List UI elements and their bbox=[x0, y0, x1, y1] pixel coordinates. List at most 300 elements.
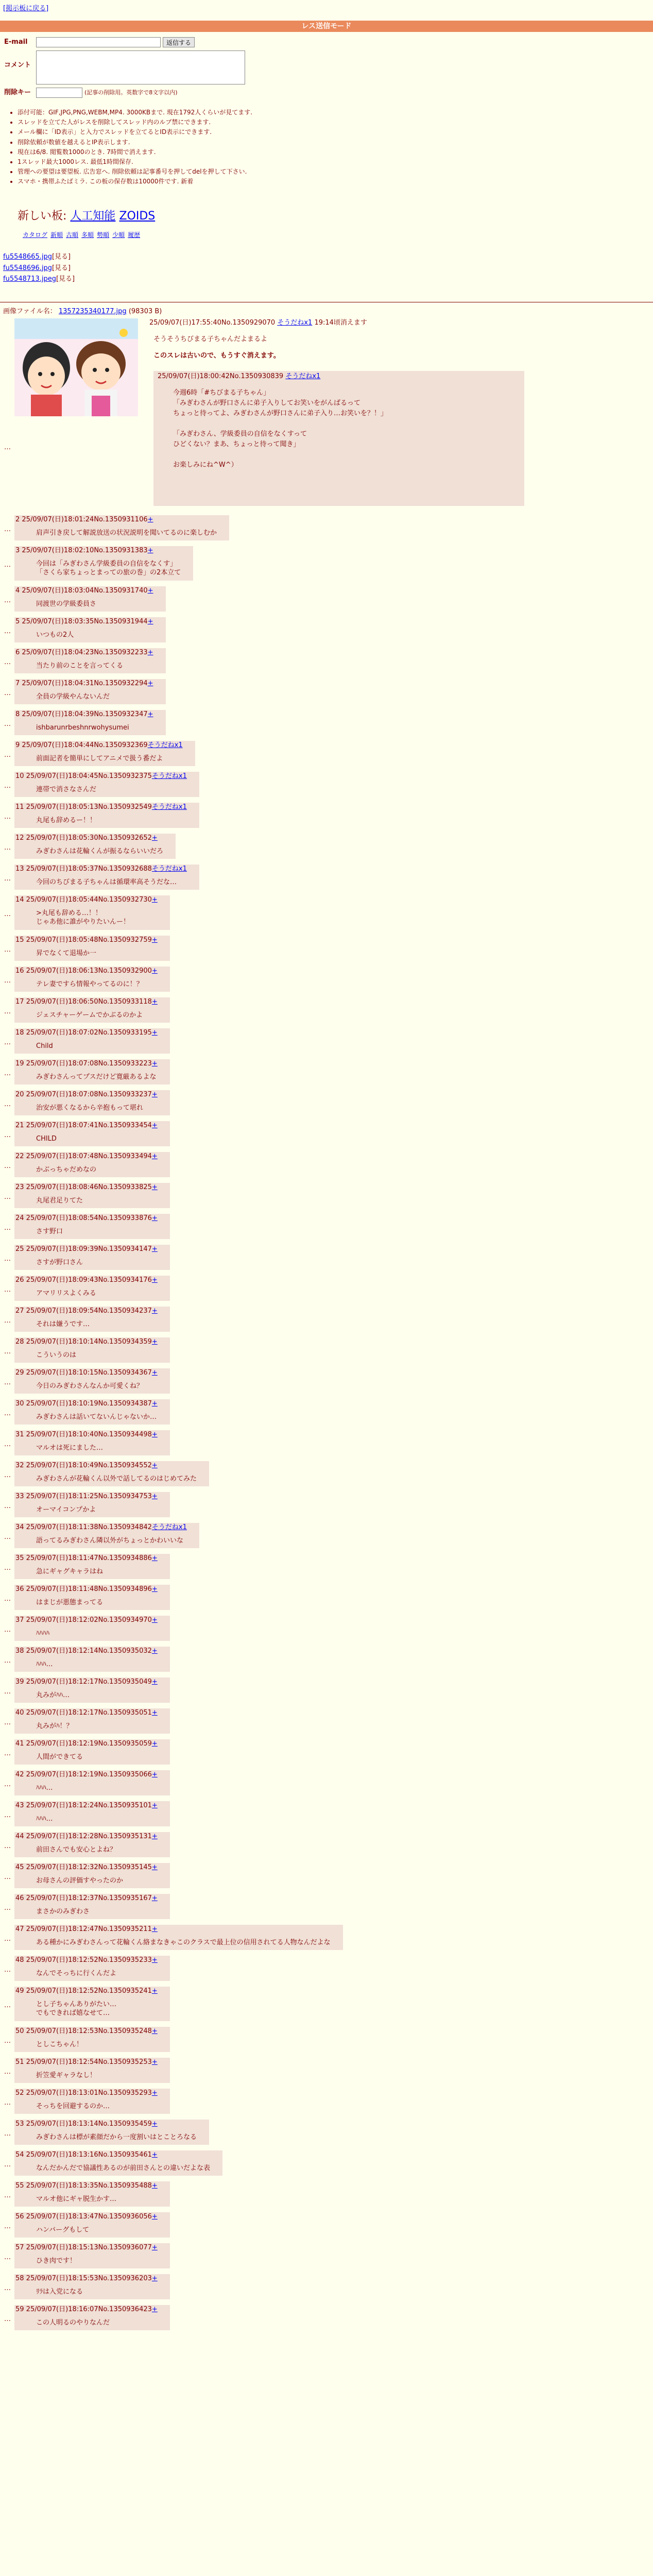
sodane-button[interactable]: + bbox=[151, 2120, 158, 2128]
reply-text: ある種かにみぎわさんって花輪くん絡まなきゃこのクラスで最上位の信用されてる人物なんだよな bbox=[36, 1938, 331, 1946]
reply-text: みぎわさんは花輪くんが振るならいいだろ bbox=[36, 847, 164, 855]
reply-text: 今回は「みぎわさん学級委員の自信をなくす」 「さくら家ちょっとまっての旅の巻」の2本立て bbox=[36, 560, 181, 577]
reply-text: 今日のみぎわさんなんか可愛くね？ bbox=[36, 1382, 144, 1390]
category-link[interactable]: 勢順 bbox=[97, 231, 110, 239]
reply-meta bbox=[14, 772, 199, 781]
reply-text: 当たり前のことを言ってくる bbox=[36, 662, 124, 670]
reply-text: 連帯で消さなさんだ bbox=[36, 785, 97, 793]
sodane-button[interactable]: + bbox=[151, 1122, 158, 1129]
reply-meta-text: 28 25/09/07(日)18:10:14No.1350934359 bbox=[15, 1338, 152, 1346]
category-link[interactable]: カタログ bbox=[23, 231, 48, 239]
reply-marker: … bbox=[4, 2037, 11, 2045]
sodane-button[interactable]: + bbox=[151, 2244, 158, 2251]
sodane-button[interactable]: + bbox=[151, 1585, 158, 1593]
op-old-warning: このスレは古いので、もうすぐ消えます。 bbox=[153, 351, 280, 360]
quoted-line: ちょっと待ってよ、みぎわさんが野口さんに弟子入り…お笑いを？！」 bbox=[173, 409, 388, 417]
file-links bbox=[3, 252, 75, 286]
reply-post bbox=[14, 1368, 170, 1394]
reply-post bbox=[14, 1739, 170, 1765]
reply-meta-text: 26 25/09/07(日)18:09:43No.1350934176 bbox=[15, 1276, 152, 1284]
reply-marker: … bbox=[4, 1626, 11, 1634]
sodane-button[interactable]: + bbox=[147, 516, 153, 523]
sodane-button[interactable]: + bbox=[151, 1183, 158, 1191]
reply-meta-text: 12 25/09/07(日)18:05:30No.1350932652 bbox=[15, 834, 152, 842]
reply-meta-text: 7 25/09/07(日)18:04:31No.1350932294 bbox=[15, 680, 148, 687]
sodane-button[interactable]: + bbox=[147, 710, 153, 718]
sodane-button[interactable]: + bbox=[151, 2151, 158, 2159]
delkey-label: 削除キー bbox=[4, 89, 31, 97]
comment-label: コメント bbox=[4, 61, 31, 69]
sodane-button[interactable]: そうだねx1 bbox=[147, 741, 183, 749]
reply-post bbox=[14, 834, 176, 859]
reply-marker: … bbox=[4, 597, 11, 604]
reply-marker: … bbox=[4, 1162, 11, 1170]
reply-meta-text: 18 25/09/07(日)18:07:02No.1350933195 bbox=[15, 1029, 152, 1037]
category-link[interactable]: 多順 bbox=[81, 231, 94, 239]
email-field[interactable] bbox=[36, 37, 161, 47]
op-body bbox=[153, 335, 514, 367]
quoted-line: 今週6時「#ちびまる子ちゃん」 bbox=[173, 388, 270, 397]
reply-post bbox=[14, 936, 170, 961]
sodane-button[interactable]: + bbox=[151, 1802, 158, 1809]
sodane-button[interactable]: + bbox=[151, 1771, 158, 1778]
reply-marker: … bbox=[4, 1193, 11, 1201]
reply-marker: … bbox=[4, 2161, 11, 2168]
file-link-row bbox=[3, 275, 75, 284]
reply-marker: … bbox=[4, 1595, 11, 1603]
sodane-button[interactable]: + bbox=[147, 618, 153, 625]
reply-meta bbox=[14, 1739, 170, 1749]
sodane-button[interactable]: + bbox=[151, 2182, 158, 2190]
reply-meta-text: 14 25/09/07(日)18:05:44No.1350932730 bbox=[15, 896, 152, 904]
submit-reply-button[interactable]: 返信する bbox=[163, 37, 195, 47]
reply-post bbox=[14, 617, 166, 642]
reply-text: 丸みがﾊﾊ… bbox=[36, 1691, 70, 1699]
reply-post bbox=[14, 515, 229, 540]
reply-post bbox=[14, 1430, 170, 1455]
reply-text: こういうのは bbox=[36, 1351, 77, 1359]
reply-meta bbox=[14, 936, 170, 945]
reply-meta bbox=[14, 1214, 170, 1223]
reply-form bbox=[4, 37, 245, 101]
sodane-button[interactable]: + bbox=[151, 834, 158, 842]
quoted-line: 「みぎわさん、学級委員の自信をなくすって bbox=[173, 430, 307, 438]
reply-marker: … bbox=[4, 1286, 11, 1294]
sodane-button[interactable]: + bbox=[147, 587, 153, 595]
reply-marker: … bbox=[4, 1410, 11, 1417]
reply-post bbox=[14, 2120, 209, 2145]
reply-text: はまじが悪態まってる bbox=[36, 1598, 104, 1606]
reply-marker: … bbox=[4, 1750, 11, 1757]
rule-item: • 管理への要望は要望板. 広告窓へ. 削除依頼は記事番号を押してdelを押して下さい. bbox=[18, 167, 252, 176]
reply-post bbox=[14, 1708, 170, 1734]
sodane-button[interactable]: + bbox=[151, 2306, 158, 2313]
reply-meta-text: 34 25/09/07(日)18:11:38No.1350934842 bbox=[15, 1523, 152, 1531]
reply-meta bbox=[14, 648, 166, 657]
image-size: (98303 B) bbox=[128, 308, 162, 315]
reply-meta bbox=[14, 2181, 170, 2191]
reply-post bbox=[14, 803, 199, 828]
reply-meta-text: 27 25/09/07(日)18:09:54No.1350934237 bbox=[15, 1307, 152, 1315]
new-board-link-zoids[interactable]: ZOIDS bbox=[119, 210, 156, 223]
reply-post bbox=[14, 2181, 170, 2207]
reply-post bbox=[14, 2305, 170, 2330]
reply-post bbox=[14, 1832, 170, 1857]
reply-marker: … bbox=[4, 1688, 11, 1696]
reply-meta bbox=[14, 2058, 170, 2067]
reply-marker: … bbox=[4, 844, 11, 852]
reply-marker: … bbox=[4, 1039, 11, 1046]
reply-text: ハンバーグもして bbox=[36, 2226, 90, 2234]
reply-marker: … bbox=[4, 751, 11, 759]
reply-post bbox=[14, 1554, 170, 1579]
reply-meta-text: 50 25/09/07(日)18:12:53No.1350935248 bbox=[15, 2027, 152, 2035]
reply-meta bbox=[14, 1708, 170, 1718]
reply-meta-text: 19 25/09/07(日)18:07:08No.1350933223 bbox=[15, 1060, 152, 1067]
category-link[interactable]: 古順 bbox=[66, 231, 79, 239]
sodane-button[interactable]: + bbox=[151, 1276, 158, 1284]
reply-marker: … bbox=[4, 1440, 11, 1448]
reply-meta bbox=[14, 1121, 170, 1130]
reply-meta-text: 41 25/09/07(日)18:12:19No.1350935059 bbox=[15, 1740, 152, 1748]
quoted-line: ひどくない？まあ、ちょっと待って聞き」 bbox=[173, 440, 300, 448]
reply-meta-text: 37 25/09/07(日)18:12:02No.1350934970 bbox=[15, 1616, 152, 1624]
reply-meta-text: 11 25/09/07(日)18:05:13No.1350932549 bbox=[15, 803, 152, 811]
reply-meta bbox=[14, 1677, 170, 1687]
reply-meta bbox=[14, 586, 166, 596]
sodane-button[interactable]: + bbox=[151, 2213, 158, 2221]
reply-marker: … bbox=[4, 1904, 11, 1912]
reply-marker: … bbox=[4, 1502, 11, 1510]
reply-text: マルオ他にギャ脱生かす… bbox=[36, 2195, 117, 2203]
reply-text: それは嫌うです… bbox=[36, 1320, 90, 1328]
quoted-sodane-button[interactable]: そうだねx1 bbox=[285, 372, 321, 380]
reply-marker: … bbox=[4, 2192, 11, 2199]
back-to-board-link[interactable]: [掲示板に戻る] bbox=[3, 5, 49, 12]
reply-meta bbox=[14, 1894, 170, 1903]
reply-meta bbox=[14, 1399, 170, 1409]
sodane-button[interactable]: + bbox=[151, 967, 158, 975]
reply-text: Child bbox=[36, 1042, 53, 1050]
op-line-1: そうそうちびまる子ちゃんだよまるよ bbox=[153, 335, 268, 343]
file-link-row bbox=[3, 264, 75, 273]
reply-text: ishbarunrbeshnrwohysumei bbox=[36, 723, 129, 732]
reply-post bbox=[14, 2274, 170, 2299]
sodane-button[interactable]: + bbox=[151, 1925, 158, 1933]
sodane-button[interactable]: + bbox=[151, 1956, 158, 1964]
sodane-button[interactable]: + bbox=[147, 649, 153, 656]
category-link[interactable]: 少順 bbox=[112, 231, 125, 239]
file-link[interactable]: fu5548713.jpeg bbox=[3, 275, 56, 283]
reply-marker: … bbox=[4, 561, 11, 569]
sodane-button[interactable]: + bbox=[151, 1554, 158, 1562]
reply-post bbox=[14, 2212, 170, 2238]
reply-text: なんでそっちに行くんだよ bbox=[36, 1969, 117, 1977]
reply-meta-text: 55 25/09/07(日)18:13:35No.1350935488 bbox=[15, 2182, 152, 2190]
reply-post bbox=[14, 1152, 170, 1177]
sodane-button[interactable]: + bbox=[151, 1740, 158, 1748]
reply-meta-text: 31 25/09/07(日)18:10:40No.1350934498 bbox=[15, 1431, 152, 1438]
reply-post bbox=[14, 741, 195, 766]
reply-meta-text: 52 25/09/07(日)18:13:01No.1350935293 bbox=[15, 2089, 152, 2097]
op-sodane-button[interactable]: そうだねx1 bbox=[277, 319, 313, 327]
reply-marker: … bbox=[4, 1719, 11, 1726]
reply-meta bbox=[14, 1863, 170, 1872]
reply-marker: … bbox=[4, 813, 11, 821]
reply-meta-text: 40 25/09/07(日)18:12:17No.1350935051 bbox=[15, 1709, 152, 1717]
reply-meta-text: 2 25/09/07(日)18:01:24No.1350931106 bbox=[15, 516, 148, 523]
reply-meta bbox=[14, 1028, 170, 1038]
reply-meta bbox=[14, 1554, 170, 1563]
reply-post bbox=[14, 1647, 170, 1672]
reply-post bbox=[14, 2150, 222, 2176]
reply-meta bbox=[14, 1523, 199, 1532]
reply-marker: … bbox=[4, 1131, 11, 1139]
reply-post bbox=[14, 1925, 343, 1950]
reply-text: さす野口 bbox=[36, 1227, 63, 1235]
reply-text: 昇でなくて退場か一 bbox=[36, 949, 97, 957]
reply-meta-text: 6 25/09/07(日)18:04:23No.1350932233 bbox=[15, 649, 148, 656]
new-board-link-ai[interactable]: 人工知能 bbox=[70, 210, 116, 223]
op-thumbnail[interactable] bbox=[14, 318, 138, 416]
reply-post bbox=[14, 865, 199, 890]
sodane-button[interactable]: + bbox=[151, 896, 158, 904]
reply-post bbox=[14, 2058, 170, 2083]
file-link-row bbox=[3, 252, 75, 262]
sodane-button[interactable]: + bbox=[151, 1493, 158, 1500]
reply-post bbox=[14, 1399, 170, 1425]
reply-meta-text: 53 25/09/07(日)18:13:14No.1350935459 bbox=[15, 2120, 152, 2128]
reply-marker: … bbox=[4, 1224, 11, 1232]
reply-meta bbox=[14, 617, 166, 626]
reply-marker: … bbox=[4, 1255, 11, 1263]
category-link[interactable]: 履歴 bbox=[128, 231, 141, 239]
op-image-link[interactable]: 1357235340177.jpg bbox=[58, 308, 127, 315]
reply-meta-text: 45 25/09/07(日)18:12:32No.1350935145 bbox=[15, 1863, 152, 1871]
reply-text: ﾘﾗは入党になる bbox=[36, 2287, 83, 2296]
sodane-button[interactable]: + bbox=[151, 1214, 158, 1222]
reply-text: 前面記者を簡単にしてアニメで扱う番だよ bbox=[36, 754, 163, 762]
reply-post bbox=[14, 1028, 170, 1054]
sodane-button[interactable]: そうだねx1 bbox=[151, 772, 187, 780]
reply-post bbox=[14, 1492, 170, 1517]
sodane-button[interactable]: + bbox=[151, 1462, 158, 1469]
reply-marker: … bbox=[4, 1317, 11, 1325]
reply-mode-header: レス送信モード bbox=[0, 21, 653, 32]
reply-text: そっちを回避するのか… bbox=[36, 2102, 110, 2110]
rule-item: • 添付可能：GIF,JPG,PNG,WEBM,MP4. 3000KBまで. 現在1792人くらいが見てます. bbox=[18, 108, 252, 116]
reply-meta bbox=[14, 865, 199, 874]
sodane-button[interactable]: + bbox=[151, 998, 158, 1006]
reply-meta bbox=[14, 834, 176, 843]
sodane-button[interactable]: + bbox=[151, 1647, 158, 1655]
reply-post bbox=[14, 710, 166, 735]
reply-text: みぎわさんは標が素顔だから一度割いはとことろなる bbox=[36, 2133, 197, 2141]
reply-text: >丸尾も辞める…！！ じゃあ他に誰がやりたいんー！ bbox=[36, 909, 130, 926]
reply-meta-text: 4 25/09/07(日)18:03:04No.1350931740 bbox=[15, 587, 148, 595]
sodane-button[interactable]: そうだねx1 bbox=[151, 865, 187, 873]
sodane-button[interactable]: + bbox=[151, 1369, 158, 1377]
reply-marker: … bbox=[4, 2002, 11, 2009]
file-link[interactable]: fu5548696.jpg bbox=[3, 264, 52, 272]
reply-marker: … bbox=[4, 720, 11, 728]
reply-text: 語ってるみぎわさん隣以外がちょっとかわいいな bbox=[36, 1536, 184, 1545]
reply-post bbox=[14, 1956, 170, 1981]
file-view-suffix: [見る] bbox=[56, 275, 75, 283]
reply-text: 前田さんでも安心とよね？ bbox=[36, 1845, 117, 1854]
reply-meta-text: 39 25/09/07(日)18:12:17No.1350935049 bbox=[15, 1678, 152, 1686]
reply-meta-text: 49 25/09/07(日)18:12:52No.1350935241 bbox=[15, 1987, 152, 1995]
sodane-button[interactable]: + bbox=[151, 1307, 158, 1315]
sodane-button[interactable]: + bbox=[151, 1709, 158, 1717]
sodane-button[interactable]: + bbox=[151, 1616, 158, 1624]
reply-text: なんだかんだで協議性あるのが前田さんとの違いだよな表 bbox=[36, 2164, 211, 2172]
reply-meta bbox=[14, 1956, 170, 1965]
reply-post bbox=[14, 1585, 170, 1610]
reply-meta-text: 58 25/09/07(日)18:15:53No.1350936203 bbox=[15, 2275, 152, 2282]
sodane-button[interactable]: + bbox=[151, 936, 158, 944]
reply-text: みぎわさんは話いてないんじゃないか… bbox=[36, 1413, 157, 1421]
reply-text: ﾊﾊﾊ… bbox=[36, 1660, 53, 1668]
reply-post bbox=[14, 1307, 170, 1332]
delete-key-field[interactable] bbox=[36, 88, 82, 98]
sodane-button[interactable]: + bbox=[151, 1987, 158, 1995]
rule-item: • スマホ・携帯ふたばミラ. この板の保存数は10000件です. 新着 bbox=[18, 177, 252, 185]
reply-meta bbox=[14, 2305, 170, 2314]
reply-meta bbox=[14, 997, 170, 1007]
reply-marker: … bbox=[4, 689, 11, 697]
reply-meta-text: 23 25/09/07(日)18:08:46No.1350933825 bbox=[15, 1183, 152, 1191]
reply-meta bbox=[14, 1647, 170, 1656]
sodane-button[interactable]: + bbox=[151, 2089, 158, 2097]
reply-text: 丸尾も辞めるー！！ bbox=[36, 816, 97, 824]
reply-text: 折笠愛ギャラなし！ bbox=[36, 2071, 97, 2079]
reply-meta bbox=[14, 1090, 170, 1099]
reply-meta bbox=[14, 1925, 343, 1934]
sodane-button[interactable]: + bbox=[151, 1431, 158, 1438]
reply-post bbox=[14, 648, 166, 673]
sodane-button[interactable]: + bbox=[151, 1400, 158, 1408]
reply-meta-text: 30 25/09/07(日)18:10:19No.1350934387 bbox=[15, 1400, 152, 1408]
reply-text: マルオは死にました… bbox=[36, 1444, 104, 1452]
top-nav bbox=[3, 4, 48, 13]
sodane-button[interactable]: + bbox=[151, 2275, 158, 2282]
sodane-button[interactable]: + bbox=[151, 1833, 158, 1840]
reply-meta-text: 22 25/09/07(日)18:07:48No.1350933494 bbox=[15, 1153, 152, 1160]
op-thumbnail-illustration bbox=[14, 318, 138, 416]
op-expiry: 19:14頃消えます bbox=[314, 319, 367, 327]
sodane-button[interactable]: + bbox=[147, 547, 153, 554]
sodane-button[interactable]: + bbox=[151, 1338, 158, 1346]
sodane-button[interactable]: + bbox=[151, 1245, 158, 1253]
reply-text: ﾊﾊﾊ… bbox=[36, 1815, 53, 1823]
sodane-button[interactable]: + bbox=[151, 1029, 158, 1037]
sodane-button[interactable]: + bbox=[151, 1091, 158, 1098]
reply-marker: … bbox=[4, 1657, 11, 1665]
category-link[interactable]: 新順 bbox=[50, 231, 63, 239]
sodane-button[interactable]: + bbox=[151, 2058, 158, 2066]
op-meta bbox=[149, 318, 367, 328]
reply-marker: … bbox=[4, 875, 11, 883]
reply-post bbox=[14, 895, 170, 930]
reply-post bbox=[14, 772, 199, 797]
reply-post bbox=[14, 1616, 170, 1641]
reply-meta-text: 44 25/09/07(日)18:12:28No.1350935131 bbox=[15, 1833, 152, 1840]
reply-post bbox=[14, 1090, 170, 1115]
comment-field[interactable] bbox=[36, 50, 245, 84]
reply-meta bbox=[14, 1770, 170, 1780]
reply-meta-text: 38 25/09/07(日)18:12:14No.1350935032 bbox=[15, 1647, 152, 1655]
reply-text: としこちゃん！ bbox=[36, 2040, 83, 2048]
sodane-button[interactable]: そうだねx1 bbox=[151, 1523, 187, 1531]
reply-marker: … bbox=[4, 444, 11, 451]
reply-meta-text: 42 25/09/07(日)18:12:19No.1350935066 bbox=[15, 1771, 152, 1778]
reply-post bbox=[14, 1801, 170, 1826]
sodane-button[interactable]: + bbox=[151, 1863, 158, 1871]
reply-marker: … bbox=[4, 1935, 11, 1943]
sodane-button[interactable]: + bbox=[151, 1894, 158, 1902]
rule-item: • メール欄に「ID表示」と入力でスレッドを立てるとID表示にできます. bbox=[18, 128, 252, 136]
rule-item: • スレッドを立てた人がレスを削除してスレッド内のルブ禁にできます. bbox=[18, 118, 252, 126]
reply-text: ジェスチャーゲームでかぶるのかよ bbox=[36, 1011, 143, 1019]
reply-post bbox=[14, 1245, 170, 1270]
reply-post bbox=[14, 546, 193, 581]
reply-text: 今回のちびまる子ちゃんは循環率高そうだな… bbox=[36, 878, 177, 886]
reply-meta-text: 20 25/09/07(日)18:07:08No.1350933237 bbox=[15, 1091, 152, 1098]
reply-marker: … bbox=[4, 1966, 11, 1974]
reply-text: オーマイコンプかよ bbox=[36, 1505, 96, 1514]
reply-text: 全員の学級やんないんだ bbox=[36, 692, 110, 701]
sodane-button[interactable]: + bbox=[151, 1060, 158, 1067]
reply-marker: … bbox=[4, 628, 11, 635]
reply-meta bbox=[14, 741, 195, 750]
reply-meta-text: 43 25/09/07(日)18:12:24No.1350935101 bbox=[15, 1802, 152, 1809]
reply-meta bbox=[14, 1585, 170, 1594]
delkey-note: (記事の削除用。英数字で8文字以内) bbox=[84, 89, 178, 96]
reply-meta bbox=[14, 1245, 170, 1254]
reply-meta bbox=[14, 515, 229, 524]
catalog-links bbox=[23, 231, 143, 239]
reply-marker: … bbox=[4, 1781, 11, 1788]
file-link[interactable]: fu5548665.jpg bbox=[3, 253, 52, 261]
sodane-button[interactable]: + bbox=[147, 680, 153, 687]
reply-post bbox=[14, 1276, 170, 1301]
reply-meta bbox=[14, 803, 199, 812]
reply-meta bbox=[14, 1152, 170, 1161]
reply-meta bbox=[14, 1832, 170, 1841]
new-board-prefix: 新しい板: bbox=[18, 210, 67, 223]
reply-text: さすが野口さん bbox=[36, 1258, 83, 1266]
sodane-button[interactable]: そうだねx1 bbox=[151, 803, 187, 811]
sodane-button[interactable]: + bbox=[151, 1153, 158, 1160]
quoted-line bbox=[173, 450, 520, 461]
sodane-button[interactable]: + bbox=[151, 1678, 158, 1686]
op-image-line bbox=[3, 307, 162, 316]
reply-meta bbox=[14, 2150, 222, 2160]
new-board-line bbox=[18, 209, 155, 224]
reply-text: 肩声引き戻して解説放送の状況説明を聞いてるのに楽しむか bbox=[36, 529, 217, 537]
reply-marker: … bbox=[4, 1070, 11, 1077]
reply-post bbox=[14, 1121, 170, 1146]
reply-text: いつもの2人 bbox=[36, 631, 74, 639]
reply-marker: … bbox=[4, 1564, 11, 1572]
quoted-lines bbox=[158, 388, 520, 471]
rules-list bbox=[18, 108, 252, 188]
reply-meta-text: 16 25/09/07(日)18:06:13No.1350932900 bbox=[15, 967, 152, 975]
reply-marker: … bbox=[4, 1873, 11, 1881]
sodane-button[interactable]: + bbox=[151, 2027, 158, 2035]
reply-meta-text: 33 25/09/07(日)18:11:25No.1350934753 bbox=[15, 1493, 152, 1500]
